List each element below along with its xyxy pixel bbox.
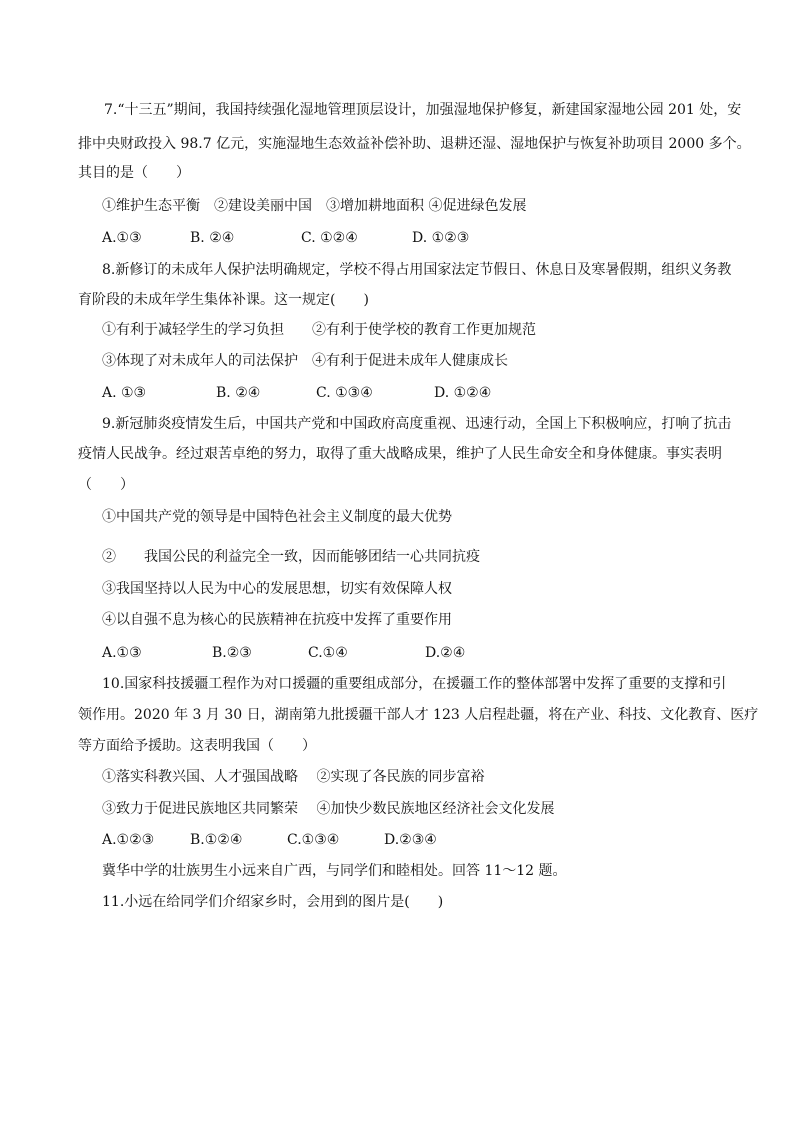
q9-statement-4: ④以自强不息为核心的民族精神在抗疫中发挥了重要作用 bbox=[102, 612, 452, 628]
q10-statements-1: ①落实科教兴国、人才强国战略 ②实现了各民族的同步富裕 bbox=[102, 769, 485, 785]
q10-option-b: B.①②④ bbox=[190, 832, 243, 848]
q8-option-d: D. ①②④ bbox=[434, 385, 492, 401]
q8-option-b: B. ②④ bbox=[216, 385, 261, 401]
q9-statement-3: ③我国坚持以人民为中心的发展思想，切实有效保障人权 bbox=[102, 581, 452, 597]
q10-option-d: D.②③④ bbox=[384, 832, 437, 848]
q7-option-b: B. ②④ bbox=[190, 230, 235, 246]
q7-statements: ①维护生态平衡 ②建设美丽中国 ③增加耕地面积 ④促进绿色发展 bbox=[102, 198, 527, 214]
q10-line-3: 等方面给予援助。这表明我国（ ） bbox=[78, 738, 316, 754]
q11-line-1: 11.小远在给同学们介绍家乡时，会用到的图片是( ) bbox=[102, 894, 444, 910]
q7-line-2: 排中央财政投入 98.7 亿元，实施湿地生态效益补偿补助、退耕还湿、湿地保护与恢复补助项目 2000 多个。 bbox=[78, 136, 751, 152]
q10-option-c: C.①③④ bbox=[287, 832, 340, 848]
q10-option-a: A.①②③ bbox=[102, 832, 155, 848]
q7-line-1: 7.“十三五”期间，我国持续强化湿地管理顶层设计，加强湿地保护修复，新建国家湿地公园 201 处，安 bbox=[104, 102, 742, 118]
q8-option-a: A. ①③ bbox=[102, 385, 147, 401]
q7-line-3: 其目的是（ ） bbox=[78, 165, 190, 181]
q10-statements-2: ③致力于促进民族地区共同繁荣 ④加快少数民族地区经济社会文化发展 bbox=[102, 801, 555, 817]
q9-option-a: A.①③ bbox=[102, 645, 142, 661]
q9-option-d: D.②④ bbox=[425, 645, 466, 661]
q8-statements-2: ③体现了对未成年人的司法保护 ④有利于促进未成年人健康成长 bbox=[102, 353, 508, 369]
q8-line-1: 8.新修订的未成年人保护法明确规定，学校不得占用国家法定节假日、休息日及寒暑假期，组织义务教 bbox=[102, 262, 732, 278]
q7-option-c: C. ①②④ bbox=[301, 230, 358, 246]
q10-line-1: 10.国家科技援疆工程作为对口援疆的重要组成部分，在援疆工作的整体部署中发挥了重要的支撑和引 bbox=[102, 676, 727, 692]
q9-option-b: B.②③ bbox=[212, 645, 252, 661]
q9-line-2: 疫情人民战争。经过艰苦卓绝的努力，取得了重大战略成果，维护了人民生命安全和身体健康。事实表明 bbox=[78, 446, 722, 462]
q10-line-2: 领作用。2020 年 3 月 30 日，湖南第九批援疆干部人才 123 人启程赴疆，将在产业、科技、文化教育、医疗 bbox=[78, 707, 759, 723]
q8-line-2: 育阶段的未成年学生集体补课。这一规定( ) bbox=[78, 292, 369, 308]
q7-option-d: D. ①②③ bbox=[412, 230, 470, 246]
q9-line-3: （ ） bbox=[78, 477, 134, 493]
q9-line-1: 9.新冠肺炎疫情发生后，中国共产党和中国政府高度重视、迅速行动，全国上下积极响应，打响了抗击 bbox=[102, 416, 732, 432]
q9-option-c: C.①④ bbox=[308, 645, 348, 661]
q7-option-a: A.①③ bbox=[102, 230, 142, 246]
q8-option-c: C. ①③④ bbox=[316, 385, 373, 401]
intro-11-12: 冀华中学的壮族男生小远来自广西，与同学们和睦相处。回答 11～12 题。 bbox=[102, 863, 567, 879]
q9-statement-2: ② 我国公民的利益完全一致，因而能够团结一心共同抗疫 bbox=[102, 549, 480, 565]
q9-statement-1: ①中国共产党的领导是中国特色社会主义制度的最大优势 bbox=[102, 509, 452, 525]
q8-statements-1: ①有利于减轻学生的学习负担 ②有利于使学校的教育工作更加规范 bbox=[102, 322, 536, 338]
